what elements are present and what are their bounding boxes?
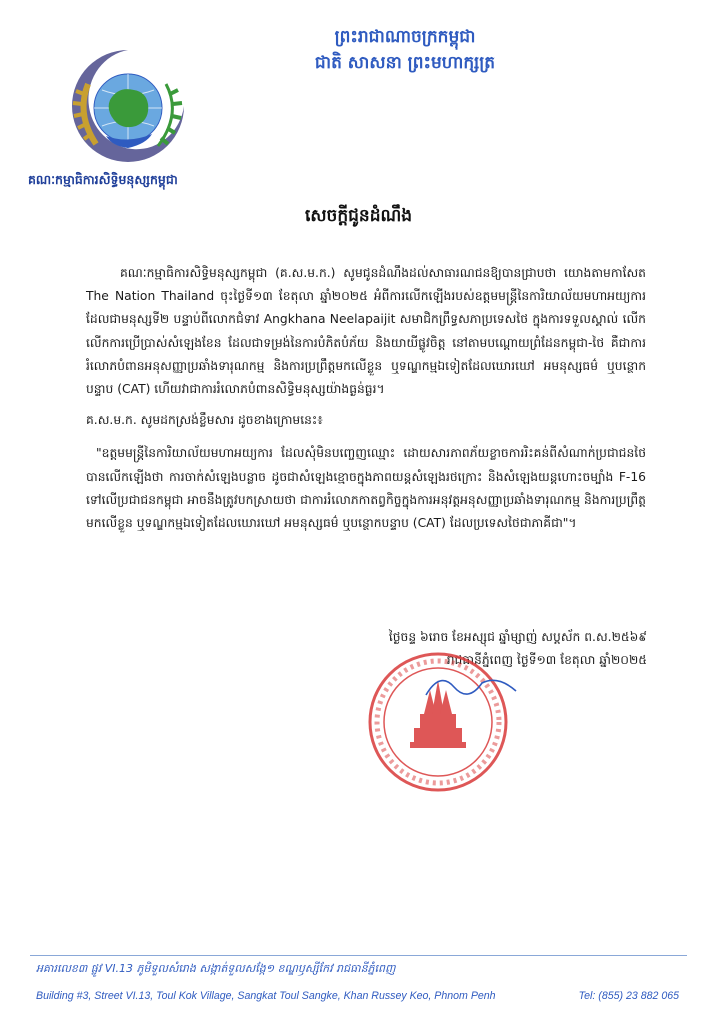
paragraph-2: គ.ស.ម.ក. សូមដកស្រង់ខ្លឹមសារ ដូចខាងក្រោមនេះ៖ xyxy=(86,413,323,428)
organization-logo xyxy=(66,44,190,168)
footer-address-khmer: អគារលេខ៣ ផ្លូវ VI.13 ភូមិទួលសំរោង សង្កាត់ទួលសង្កែ១ ខណ្ឌឫស្សីកែវ រាជធានីភ្នំពេញ xyxy=(36,962,396,975)
footer-divider xyxy=(30,955,687,956)
quoted-paragraph: "ឧត្តមមន្ត្រីនៃការិយាល័យមហាអយ្យការ ដែលសុំមិនបញ្ចេញឈ្មោះ ដោយសារភាពភ័យខ្លាចការរិះគន់ពីសំណាក់ប្រជាជនថៃ បានលើកឡើងថា ការចាក់សំឡេងបន្លាច ដូចជាសំឡេងខ្មោចក្នុងភាពយន្តសំឡេងរថក្រោះ និងសំឡេងយន្តហោះចម្បាំង F-16 ទៅលើប្រជាជនកម្ពុជា អាចនឹងត្រូវបកស្រាយថា ជាការរំលោភកាតព្វកិច្ចក្នុងការអនុវត្តអនុសញ្ញាប្រឆាំងទារុណកម្ម និងការប្រព្រឹត្តមកលើខ្លួន ឬទណ្ឌកម្មឯទៀតដែលឃោរឃៅ អមនុស្សធម៌ ឬបន្ថោកបន្ទាប (CAT) ដែលប្រទេសថៃជាភាគីជា"។ xyxy=(86,446,646,531)
paragraph-1: គណៈកម្មាធិការសិទ្ធិមនុស្សកម្ពុជា (គ.ស.ម.ក.) សូមជូនដំណឹងដល់សាធារណជនឱ្យបានជ្រាបថា យោងតាមកាសែត The Nation Thailand ចុះថ្ងៃទី១៣ ខែតុលា ឆ្នាំ២០២៥ អំពីការលើកឡើងរបស់ឧត្តមមន្ត្រីនៃការិយាល័យមហាអយ្យការ ដែលជាមនុស្សទី២ បន្ទាប់ពីលោកជំទាវ Angkhana Neelapaijit សមាជិកព្រឹទ្ធសភាប្រទេសថៃ ក្នុងការទទួលស្គាល់ លើកលើកការប្រើប្រាស់សំឡេងខែន ដែលជាទម្រង់នៃការបំភិតបំភ័យ និងយាយីផ្លូវចិត្ត នៅតាមបណ្តោយព្រំដែនកម្ពុជា-ថៃ គឺជាការរំលោភបំពានអនុសញ្ញាប្រឆាំងទារុណកម្ម និងការប្រព្រឹត្តមកលើខ្លួន ឬទណ្ឌកម្មឯទៀតដែលឃោរឃៅ អមនុស្សធម៌ ឬបន្ថោកបន្ទាប (CAT) ហើយវាជាការរំលោភបំពានសិទ្ធិមនុស្សយ៉ាងធ្ងន់ធ្ងរ។ xyxy=(86,266,646,397)
document-body xyxy=(86,262,646,535)
kingdom-line-1: ព្រះរាជាណាចក្រកម្ពុជា xyxy=(334,27,476,47)
footer-telephone: Tel: (855) 23 882 065 xyxy=(578,990,679,1002)
document-title: សេចក្តីជូនដំណឹង xyxy=(304,206,413,226)
lunar-date: ថ្ងៃចន្ទ ៦រោច ខែអស្សុជ ឆ្នាំម្សាញ់ សប្តស័ក ព.ស.២៥៦៩ xyxy=(388,630,647,644)
kingdom-header xyxy=(250,24,560,76)
place-date: រាជធានីភ្នំពេញ ថ្ងៃទី១៣ ខែតុលា ឆ្នាំ២០២៥ xyxy=(446,653,647,667)
signature xyxy=(420,665,530,705)
kingdom-line-2: ជាតិ សាសនា ព្រះមហាក្សត្រ xyxy=(314,53,496,73)
organization-name: គណៈកម្មាធិការសិទ្ធិមនុស្សកម្ពុជា xyxy=(28,172,178,187)
footer-address-english: Building #3, Street VI.13, Toul Kok Village, Sangkat Toul Sangke, Khan Russey Keo, Phnom Penh xyxy=(36,990,496,1002)
